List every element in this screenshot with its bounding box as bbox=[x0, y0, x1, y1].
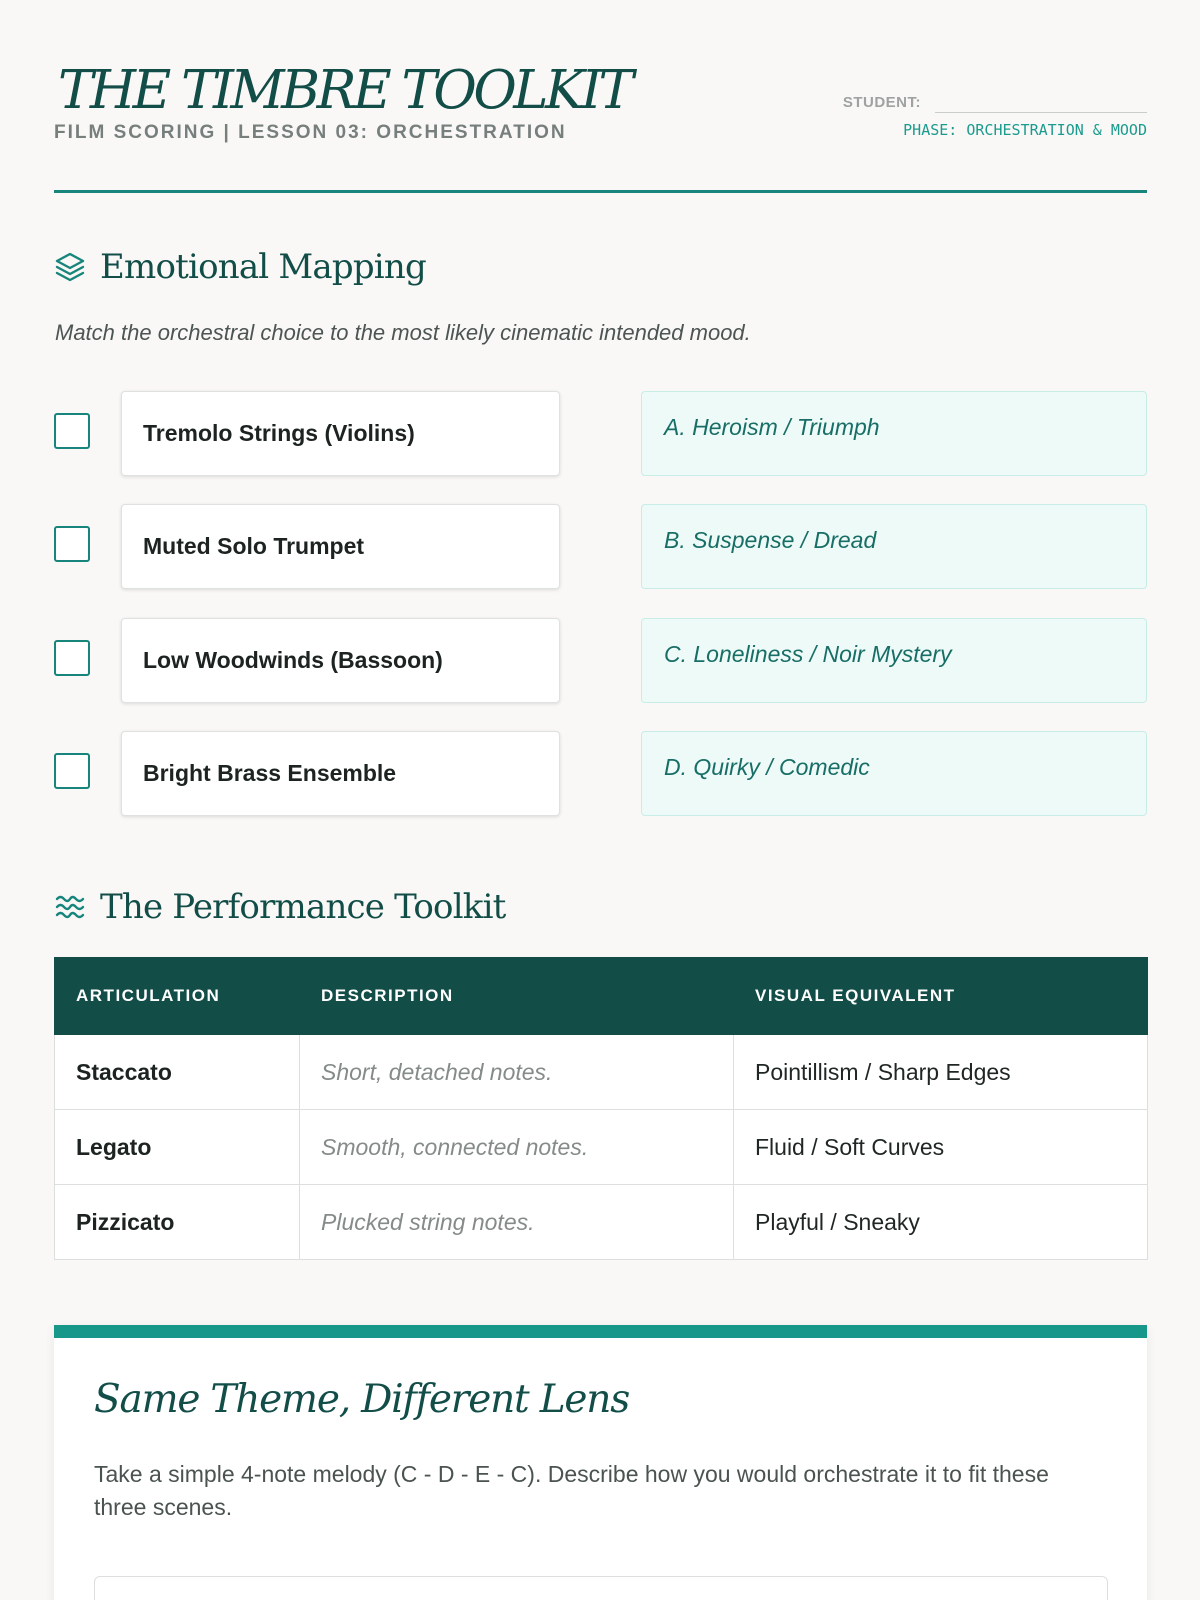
worksheet-header bbox=[54, 56, 1147, 193]
articulation-cell: Pizzicato bbox=[55, 1185, 300, 1260]
card-title: Same Theme, Different Lens bbox=[94, 1377, 630, 1422]
column-header: ARTICULATION bbox=[55, 958, 300, 1035]
lesson-subtitle: FILM SCORING | LESSON 03: ORCHESTRATION bbox=[54, 122, 567, 143]
matching-instruction: Match the orchestral choice to the most likely cinematic intended mood. bbox=[55, 320, 751, 345]
column-header: VISUAL EQUIVALENT bbox=[734, 958, 1148, 1035]
instrument-card[interactable]: Muted Solo Trumpet bbox=[121, 504, 560, 589]
mood-card[interactable]: A. Heroism / Triumph bbox=[641, 391, 1147, 476]
match-row bbox=[54, 504, 1147, 589]
match-checkbox[interactable] bbox=[54, 753, 90, 789]
match-checkbox[interactable] bbox=[54, 526, 90, 562]
instrument-card[interactable]: Low Woodwinds (Bassoon) bbox=[121, 618, 560, 703]
mood-card[interactable]: D. Quirky / Comedic bbox=[641, 731, 1147, 816]
performance-toolkit-heading bbox=[54, 887, 506, 927]
column-header: DESCRIPTION bbox=[300, 958, 734, 1035]
emotional-mapping-heading bbox=[54, 247, 426, 287]
mood-card[interactable]: B. Suspense / Dread bbox=[641, 504, 1147, 589]
description-cell: Plucked string notes. bbox=[300, 1185, 734, 1260]
page-title: THE TIMBRE TOOLKIT bbox=[58, 60, 631, 121]
student-label: STUDENT: bbox=[842, 94, 921, 111]
table-row bbox=[55, 1110, 1148, 1185]
match-row bbox=[54, 618, 1147, 703]
table-row bbox=[55, 1185, 1148, 1260]
table-row bbox=[55, 1035, 1148, 1110]
phase-label: PHASE: ORCHESTRATION & MOOD bbox=[903, 121, 1147, 139]
student-name-input[interactable] bbox=[935, 88, 1147, 113]
layers-icon bbox=[54, 251, 86, 283]
description-cell: Short, detached notes. bbox=[300, 1035, 734, 1110]
visual-cell: Fluid / Soft Curves bbox=[734, 1110, 1148, 1185]
visual-cell: Playful / Sneaky bbox=[734, 1185, 1148, 1260]
section-title: The Performance Toolkit bbox=[100, 887, 506, 927]
articulation-table bbox=[54, 957, 1148, 1260]
student-field bbox=[843, 87, 1147, 113]
instrument-card[interactable]: Tremolo Strings (Violins) bbox=[121, 391, 560, 476]
match-checkbox[interactable] bbox=[54, 413, 90, 449]
instrument-card[interactable]: Bright Brass Ensemble bbox=[121, 731, 560, 816]
table-header-row bbox=[55, 958, 1148, 1035]
match-row bbox=[54, 731, 1147, 816]
articulation-cell: Legato bbox=[55, 1110, 300, 1185]
waves-icon bbox=[54, 891, 86, 923]
description-cell: Smooth, connected notes. bbox=[300, 1110, 734, 1185]
articulation-cell: Staccato bbox=[55, 1035, 300, 1110]
scene-answer-box[interactable] bbox=[94, 1576, 1108, 1600]
card-instructions: Take a simple 4-note melody (C - D - E - C). Describe how you would orchestrate it to fit these three scenes. bbox=[94, 1461, 1049, 1520]
lens-exercise-card bbox=[54, 1325, 1147, 1600]
section-title: Emotional Mapping bbox=[100, 247, 426, 287]
match-checkbox[interactable] bbox=[54, 640, 90, 676]
match-row bbox=[54, 391, 1147, 476]
mood-card[interactable]: C. Loneliness / Noir Mystery bbox=[641, 618, 1147, 703]
visual-cell: Pointillism / Sharp Edges bbox=[734, 1035, 1148, 1110]
